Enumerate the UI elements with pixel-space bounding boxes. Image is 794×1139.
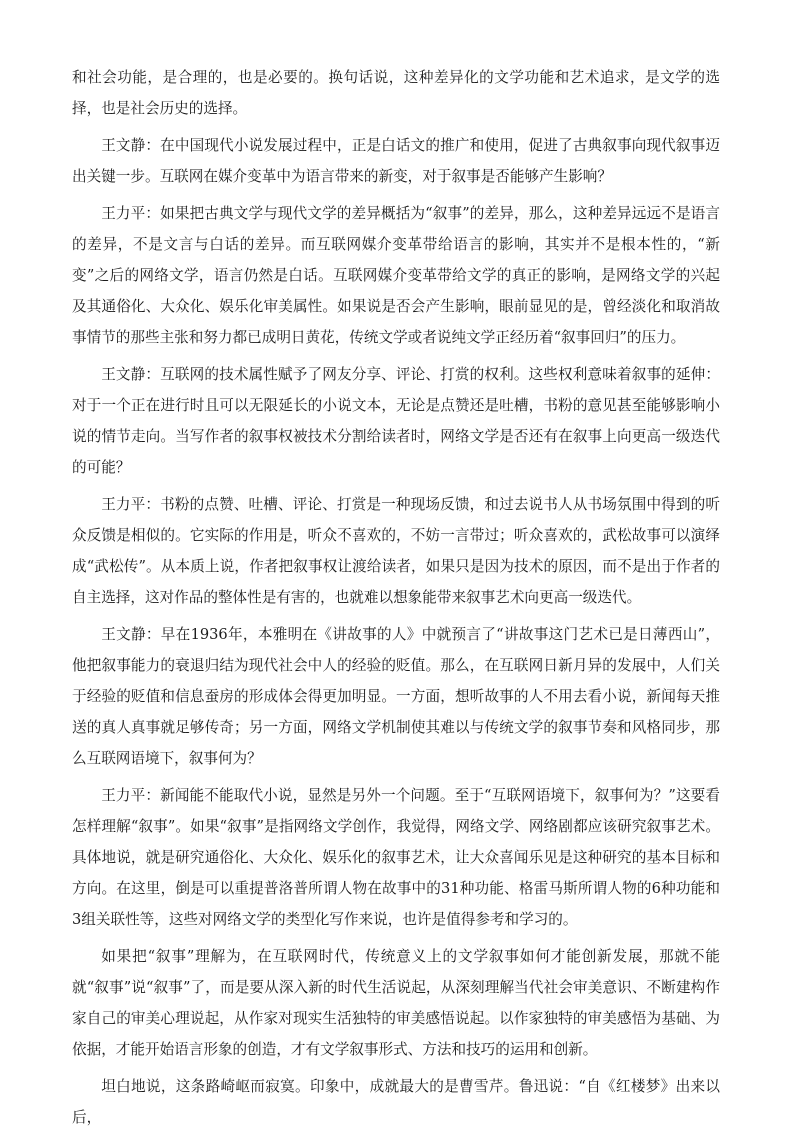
paragraph-2: 王文静：在中国现代小说发展过程中，正是白话文的推广和使用，促进了古典叙事向现代叙事迈出关键一步。互联网在媒介变革中为语言带来的新变，对于叙事是否能够产生影响？	[72, 137, 720, 185]
paragraph-3: 王力平：如果把古典文学与现代文学的差异概括为“叙事”的差异，那么，这种差异远远不是语言的差异，不是文言与白话的差异。而互联网媒介变革带给语言的影响，其实并不是根本性的，“新变”之后的网络文学，语言仍然是白话。互联网媒介变革带给文学的真正的影响，是网络文学的兴起及其通俗化、大众化、娱乐化审美属性。如果说是否会产生影响，眼前显见的是，曾经淡化和取消故事情节的那些主张和努力都已成明日黄花，传统文学或者说纯文学正经历着“叙事回归”的压力。	[72, 205, 720, 346]
paragraph-6: 王文静：早在1936年，本雅明在《讲故事的人》中就预言了“讲故事这门艺术已是日薄西山”，他把叙事能力的衰退归结为现代社会中人的经验的贬值。那么，在互联网日新月异的发展中，人们关于经验的贬值和信息蚕房的形成体会得更加明显。一方面，想听故事的人不用去看小说，新闻每天推送的真人真事就足够传奇；另一方面，网络文学机制使其难以与传统文学的叙事节奏和风格同步，那么互联网语境下，叙事何为？	[72, 626, 720, 767]
paragraph-5: 王力平：书粉的点赞、吐槽、评论、打赏是一种现场反馈，和过去说书人从书场氛围中得到的听众反馈是相似的。它实际的作用是，听众不喜欢的，不妨一言带过；听众喜欢的，武松故事可以演绎成“武松传”。从本质上说，作者把叙事权让渡给读者，如果只是因为技术的原因，而不是出于作者的自主选择，这对作品的整体性是有害的，也就难以想象能带来叙事艺术向更高一级迭代。	[72, 496, 720, 606]
paragraph-8: 如果把“叙事”理解为，在互联网时代，传统意义上的文学叙事如何才能创新发展，那就不能就“叙事”说“叙事”了，而是要从深入新的时代生活说起，从深刻理解当代社会审美意识、不断建构作家自己的审美心理说起，从作家对现实生活独特的审美感悟说起。以作家独特的审美感悟为基础、为依据，才能开始语言形象的创造，才有文学叙事形式、方法和技巧的运用和创新。	[72, 948, 720, 1058]
paragraph-7: 王力平：新闻能不能取代小说，显然是另外一个问题。至于“互联网语境下，叙事何为？”这要看怎样理解“叙事”。如果“叙事”是指网络文学创作，我觉得，网络文学、网络剧都应该研究叙事艺术。具体地说，就是研究通俗化、大众化、娱乐化的叙事艺术，让大众喜闻乐见是这种研究的基本目标和方向。在这里，倒是可以重提普洛普所谓人物在故事中的31种功能、格雷马斯所谓人物的6种功能和3组关联性等，这些对网络文学的类型化写作来说，也许是值得参考和学习的。	[72, 787, 720, 928]
document-page	[72, 62, 720, 1139]
paragraph-4: 王文静：互联网的技术属性赋予了网友分享、评论、打赏的权利。这些权利意味着叙事的延伸：对于一个正在进行时且可以无限延长的小说文本，无论是点赞还是吐槽，书粉的意见甚至能够影响小说的情节走向。当写作者的叙事权被技术分割给读者时，网络文学是否还有在叙事上向更高一级迭代的可能？	[72, 366, 720, 476]
paragraph-1: 和社会功能，是合理的，也是必要的。换句话说，这种差异化的文学功能和艺术追求，是文学的选择，也是社会历史的选择。	[72, 69, 720, 117]
paragraph-9: 坦白地说，这条路崎岖而寂寞。印象中，成就最大的是曹雪芹。鲁迅说：“自《红楼梦》出来以后，	[72, 1078, 720, 1126]
